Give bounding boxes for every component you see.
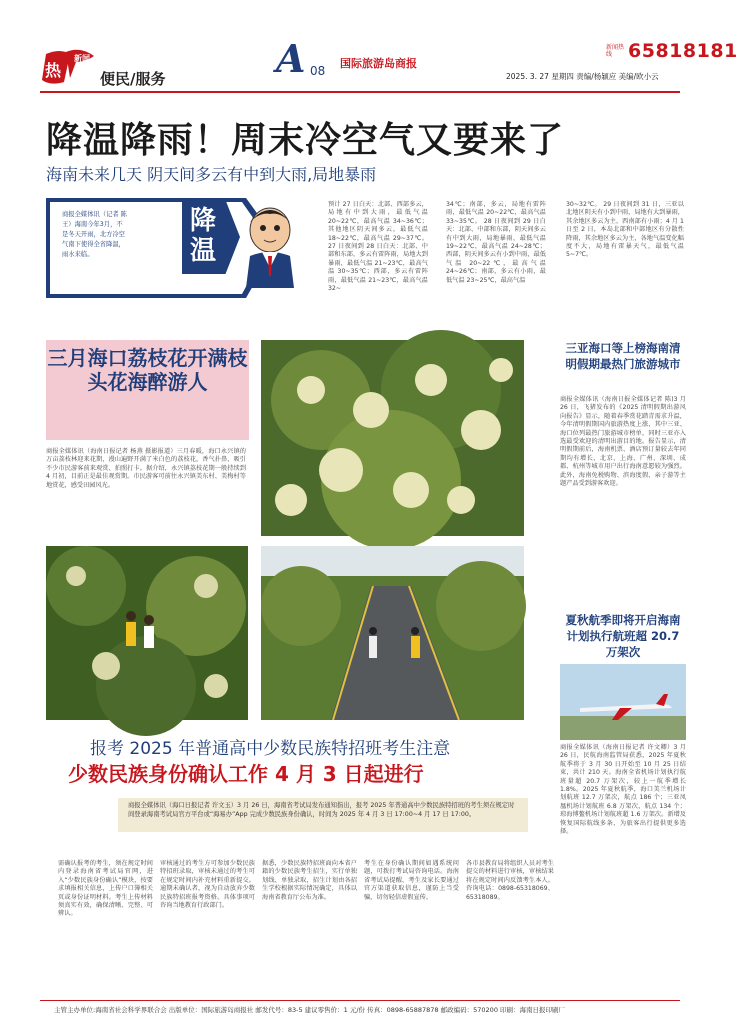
- header-divider: [40, 91, 680, 93]
- page-letter: A: [276, 36, 306, 81]
- weather-column-1: 预计 27 日白天：北部、西部多云，局地有中到大雨，最低气温 20~22℃，最高气温 34~36℃；其他地区阴天间多云，最低气温 18~22℃，最高气温 29~37℃。 27 日夜间到 28 日白天：北部、中部和东部，多云有雷阵雨，局地大到暴雨，最低气温 21~23℃，最高气温 30~35℃；西部，多云有雷阵雨，最低气温 21~23℃，最高气温 32~: [328, 201, 428, 293]
- flights-headline: 夏秋航季即将开启海南计划执行航班超 20.7 万架次: [565, 613, 681, 659]
- exam-column-1: 需确认报考的考生，须在规定时间内登录海南省考试局官网，进入“少数民族身份确认”模块，按要求填报相关信息，上传户口簿相关页或身份证明材料。考生上传材料须真实有效，确保清晰、完整、可辨认。: [58, 860, 153, 918]
- road-through-orchard-photo: [261, 546, 524, 720]
- lychee-body: 商报全媒体讯（海南日报记者 杨燕 摄影报道）三月春暖，海口永兴镇的万亩荔枝林迎来花期，漫山遍野开满了米白色的荔枝花，香气扑鼻，吸引不少市民游客前来观赏、拍照打卡。据介绍，永兴镇荔枝花期一般持续到 4 月初，目前正是最佳观赏期。市民游客可前往永兴镇美东村、美梅村等地赏花，感受田园风光。: [46, 448, 246, 489]
- exam-column-3: 据悉，少数民族特招班面向本省户籍的少数民族考生招生，实行单独划线、单独录取，招生计划由各招生学校根据实际情况确定，具体以海南省教育厅公布为准。: [262, 860, 357, 901]
- lychee-flower-photo: [261, 340, 524, 536]
- svg-text:新闻: 新闻: [74, 54, 90, 63]
- paper-logo-icon: [40, 48, 96, 88]
- footer-divider: [40, 1000, 680, 1001]
- lychee-headline: 三月海口荔枝花开满枝头花海醉游人: [47, 346, 248, 394]
- section-title: 便民/服务: [100, 70, 166, 88]
- exam-column-4: 考生在身份确认期间如遇系统问题，可拨打考试局咨询电话。海南省考试局提醒，考生及家长要通过官方渠道获取信息，谨防上当受骗，切勿轻信虚假宣传。: [364, 860, 459, 901]
- exam-column-5: 各市县教育局将组织人员对考生提交的材料进行审核，审核结果将在规定时间内反馈考生本人。咨询电话：0898-65318069、65318089。: [466, 860, 554, 901]
- footer-imprint: 主管主办单位:海南省社会科学界联合会 出版单位：国际旅游岛商报社 邮发代号：83-5 建议零售价：1 元/份 传真：0898-65887878 邮政编码：570200 印刷：海南日报印刷厂: [54, 1006, 566, 1014]
- exam-lead: 商报全媒体讯（海口日报记者 许文玉）3 月 26 日，海南省考试局发布通知指出，报考 2025 年普通高中少数民族特招班的考生须在规定时间登录海南考试局官方平台或“海易办”App 完成少数民族身份确认，时间为 2025 年 4 月 3 日 17:00~4 月 17 日 17:00。: [118, 798, 528, 832]
- flights-body: 商报全媒体讯（海南日报记者 许文卿）3 月 26 日，民航海南监管局获悉，2025 年夏秋航季将于 3 月 30 日开始至 10 月 25 日结束，共计 210 天。海南全省机场计划执行航班量超 20.7 万架次，较上一航季增长 1.8%。2025 年夏秋航季，海口美兰机场计划航班 12.7 万架次，航点 186 个；三亚凤凰机场计划航班 6.8 万架次，航点 134 个；琼海博鳌机场计划航班超 1.6 万架次。新增及恢复国际航线多条，为旅客出行提供更多选择。: [560, 744, 686, 836]
- cooling-badge-text: 降温: [190, 206, 217, 266]
- sanya-body: 商报全媒体讯（海南日报全媒体记者 陈)3 月 26 日，飞猪发布的《2025 清明假期出游风向报告》显示，随着春季赏花踏青需求升温，今年清明假期国内旅游热度上涨，其中三亚、海口位列最热门旅游城市榜单，同时三亚亦入选最受欢迎的清明出游目的地。报告显示，清明假期前后，海南机票、酒店预订量较去年同期均有增长，北京、上海、广州、深圳、成都、杭州等城市用户出行海南意愿较为强烈。此外，海南免税购物、滨海度假、亲子游等主题产品受到游客欢迎。: [560, 396, 686, 488]
- hotline-number: 65818181: [628, 40, 738, 62]
- weather-subheadline: 海南未来几天 阴天间多云有中到大雨,局地暴雨: [46, 165, 377, 184]
- weather-column-3: 30~32℃。 29 日夜间到 31 日，三亚以北地区阴天有小到中雨，局地有大到暴雨，其余地区多云为主，西南部有小雨；4 月 1 日至 2 日，本岛北部和中部地区有分散性降雨，其余地区多云为主，各地气温变化幅度不大，局地有雷暴天气，最低气温 5~7℃。: [566, 201, 684, 259]
- dateline: 2025. 3. 27 星期四 责编/杨颖应 美编/欧小云: [506, 72, 659, 81]
- hotline-label: 新闻热线: [606, 44, 625, 58]
- sanya-headline: 三亚海口等上榜海南清明假期最热门旅游城市: [565, 341, 681, 371]
- exam-headline: 少数民族身份确认工作 4 月 3 日起进行: [68, 762, 424, 786]
- paper-name: 国际旅游岛商报: [340, 57, 417, 70]
- weather-intro: 商报全媒体讯（记者 陈王）海南今年3月，不是冬天开雨，北方冷空气南下使得全省降温，雨水来临。: [62, 211, 127, 258]
- page-number: 08: [310, 64, 326, 78]
- svg-text:热: 热: [45, 61, 62, 80]
- weather-column-2: 34℃；南部，多云，局地有雷阵雨，最低气温 20~22℃，最高气温 33~35℃。 28 日夜间到 29 日白天：北部、中部和东部，阴天间多云有中到大雨，局地暴雨，最低气温 19~22℃，最高气温 24~28℃；西部，阴天间多云有小到中雨，最低气温 20~22℃，最高气温 24~26℃；南部，多云有小雨，最低气温 23~25℃，最高气温: [446, 201, 546, 284]
- people-in-orchard-photo: [46, 546, 248, 720]
- exam-kicker: 报考 2025 年普通高中少数民族特招班考生注意: [90, 739, 451, 759]
- cartoon-man-illustration: [232, 202, 308, 288]
- exam-column-2: 审核通过的考生方可参加少数民族特招班录取，审核未通过的考生可在规定时间内补充材料重新提交。逾期未确认者，视为自动放弃少数民族特招班报考资格。具体事项可咨询当地教育行政部门。: [160, 860, 255, 910]
- weather-headline: 降温降雨！周末冷空气又要来了: [46, 120, 565, 161]
- airplane-photo: [560, 664, 686, 740]
